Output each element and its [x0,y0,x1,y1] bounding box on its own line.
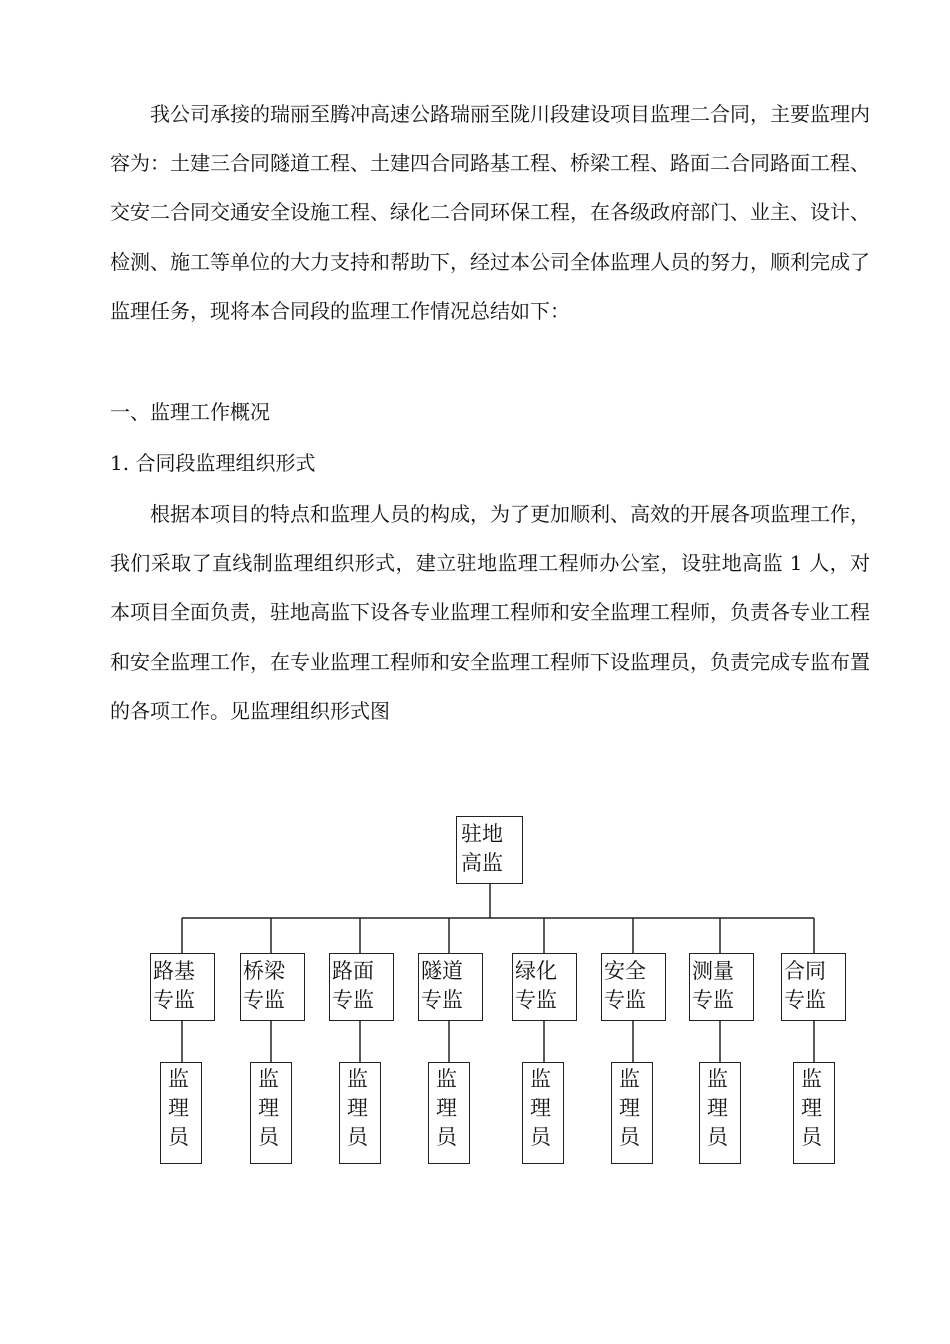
org-node-label: 监 [347,1067,368,1091]
org-node-label: 监 [530,1067,551,1091]
org-node-label: 专监 [332,988,374,1012]
org-node-label: 监 [258,1067,279,1091]
org-node-label: 理 [436,1096,457,1120]
org-node-label: 员 [168,1125,189,1149]
org-node-specialist [150,953,215,1021]
org-node-label: 专监 [421,988,463,1012]
org-node-label: 监 [436,1067,457,1091]
org-node-staff [339,1062,381,1164]
intro-paragraph: 我公司承接的瑞丽至腾冲高速公路瑞丽至陇川段建设项目监理二合同，主要监理内容为：土建三合同隧道工程、土建四合同路基工程、桥梁工程、路面二合同路面工程、交安二合同交通安全设施工程、绿化二合同环保工程，在各级政府部门、业主、设计、检测、施工等单位的大力支持和帮助下，经过本公司全体监理人员的努力，顺利完成了监理任务，现将本合同段的监理工作情况总结如下： [110,102,870,323]
org-node-label: 专监 [784,988,826,1012]
org-node-label: 理 [347,1096,368,1120]
org-node-staff [699,1062,741,1164]
body-paragraph: 根据本项目的特点和监理人员的构成，为了更加顺利、高效的开展各项监理工作，我们采取了直线制监理组织形式，建立驻地监理工程师办公室，设驻地高监 1 人，对本项目全面负责，驻地高监下设各专业监理工程师和安全监理工程师，负责各专业工程和安全监理工作，在专业监理工程师和安全监理工程师下设监理员，负责完成专监布置的各项工作。见监理组织形式图 [110,502,870,723]
section-heading: 一、监理工作概况 [110,400,270,424]
org-node-label: 专监 [153,988,195,1012]
org-node-label: 员 [258,1125,279,1149]
org-node-label: 理 [707,1096,728,1120]
org-node-label: 驻地 [461,822,503,846]
org-node-staff [160,1062,202,1164]
org-node-specialist [512,953,577,1021]
org-node-staff [793,1062,835,1164]
org-node-label: 专监 [692,988,734,1012]
org-node-label: 高监 [461,851,503,875]
org-node-label: 路基 [153,959,195,983]
org-node-specialist [781,953,846,1021]
org-node-label: 理 [530,1096,551,1120]
subsection-heading: 1. 合同段监理组织形式 [110,451,316,475]
org-node-label: 隧道 [421,959,463,983]
org-node-label: 测量 [692,959,734,983]
org-node-label: 理 [619,1096,640,1120]
org-node-specialist [240,953,305,1021]
org-node-specialist [601,953,666,1021]
org-node-label: 合同 [784,959,826,983]
org-node-specialist [329,953,394,1021]
org-node-label: 员 [707,1125,728,1149]
org-node-label: 员 [530,1125,551,1149]
org-node-label: 理 [168,1096,189,1120]
org-node-label: 理 [258,1096,279,1120]
org-node-label: 路面 [332,959,374,983]
org-node-label: 理 [801,1096,822,1120]
org-node-specialist [418,953,483,1021]
org-node-label: 桥梁 [243,959,285,983]
org-node-label: 监 [707,1067,728,1091]
org-node-staff [522,1062,564,1164]
org-node-staff [250,1062,292,1164]
org-node-resident-chief [456,816,523,884]
org-node-label: 员 [801,1125,822,1149]
org-node-label: 员 [436,1125,457,1149]
org-node-label: 专监 [243,988,285,1012]
org-node-label: 员 [619,1125,640,1149]
org-node-label: 监 [168,1067,189,1091]
org-node-staff [611,1062,653,1164]
org-node-specialist [689,953,754,1021]
org-node-label: 专监 [515,988,557,1012]
org-node-label: 安全 [604,959,646,983]
org-node-label: 监 [619,1067,640,1091]
org-node-staff [428,1062,470,1164]
org-node-label: 绿化 [515,959,557,983]
org-node-label: 监 [801,1067,822,1091]
org-node-label: 专监 [604,988,646,1012]
org-node-label: 员 [347,1125,368,1149]
